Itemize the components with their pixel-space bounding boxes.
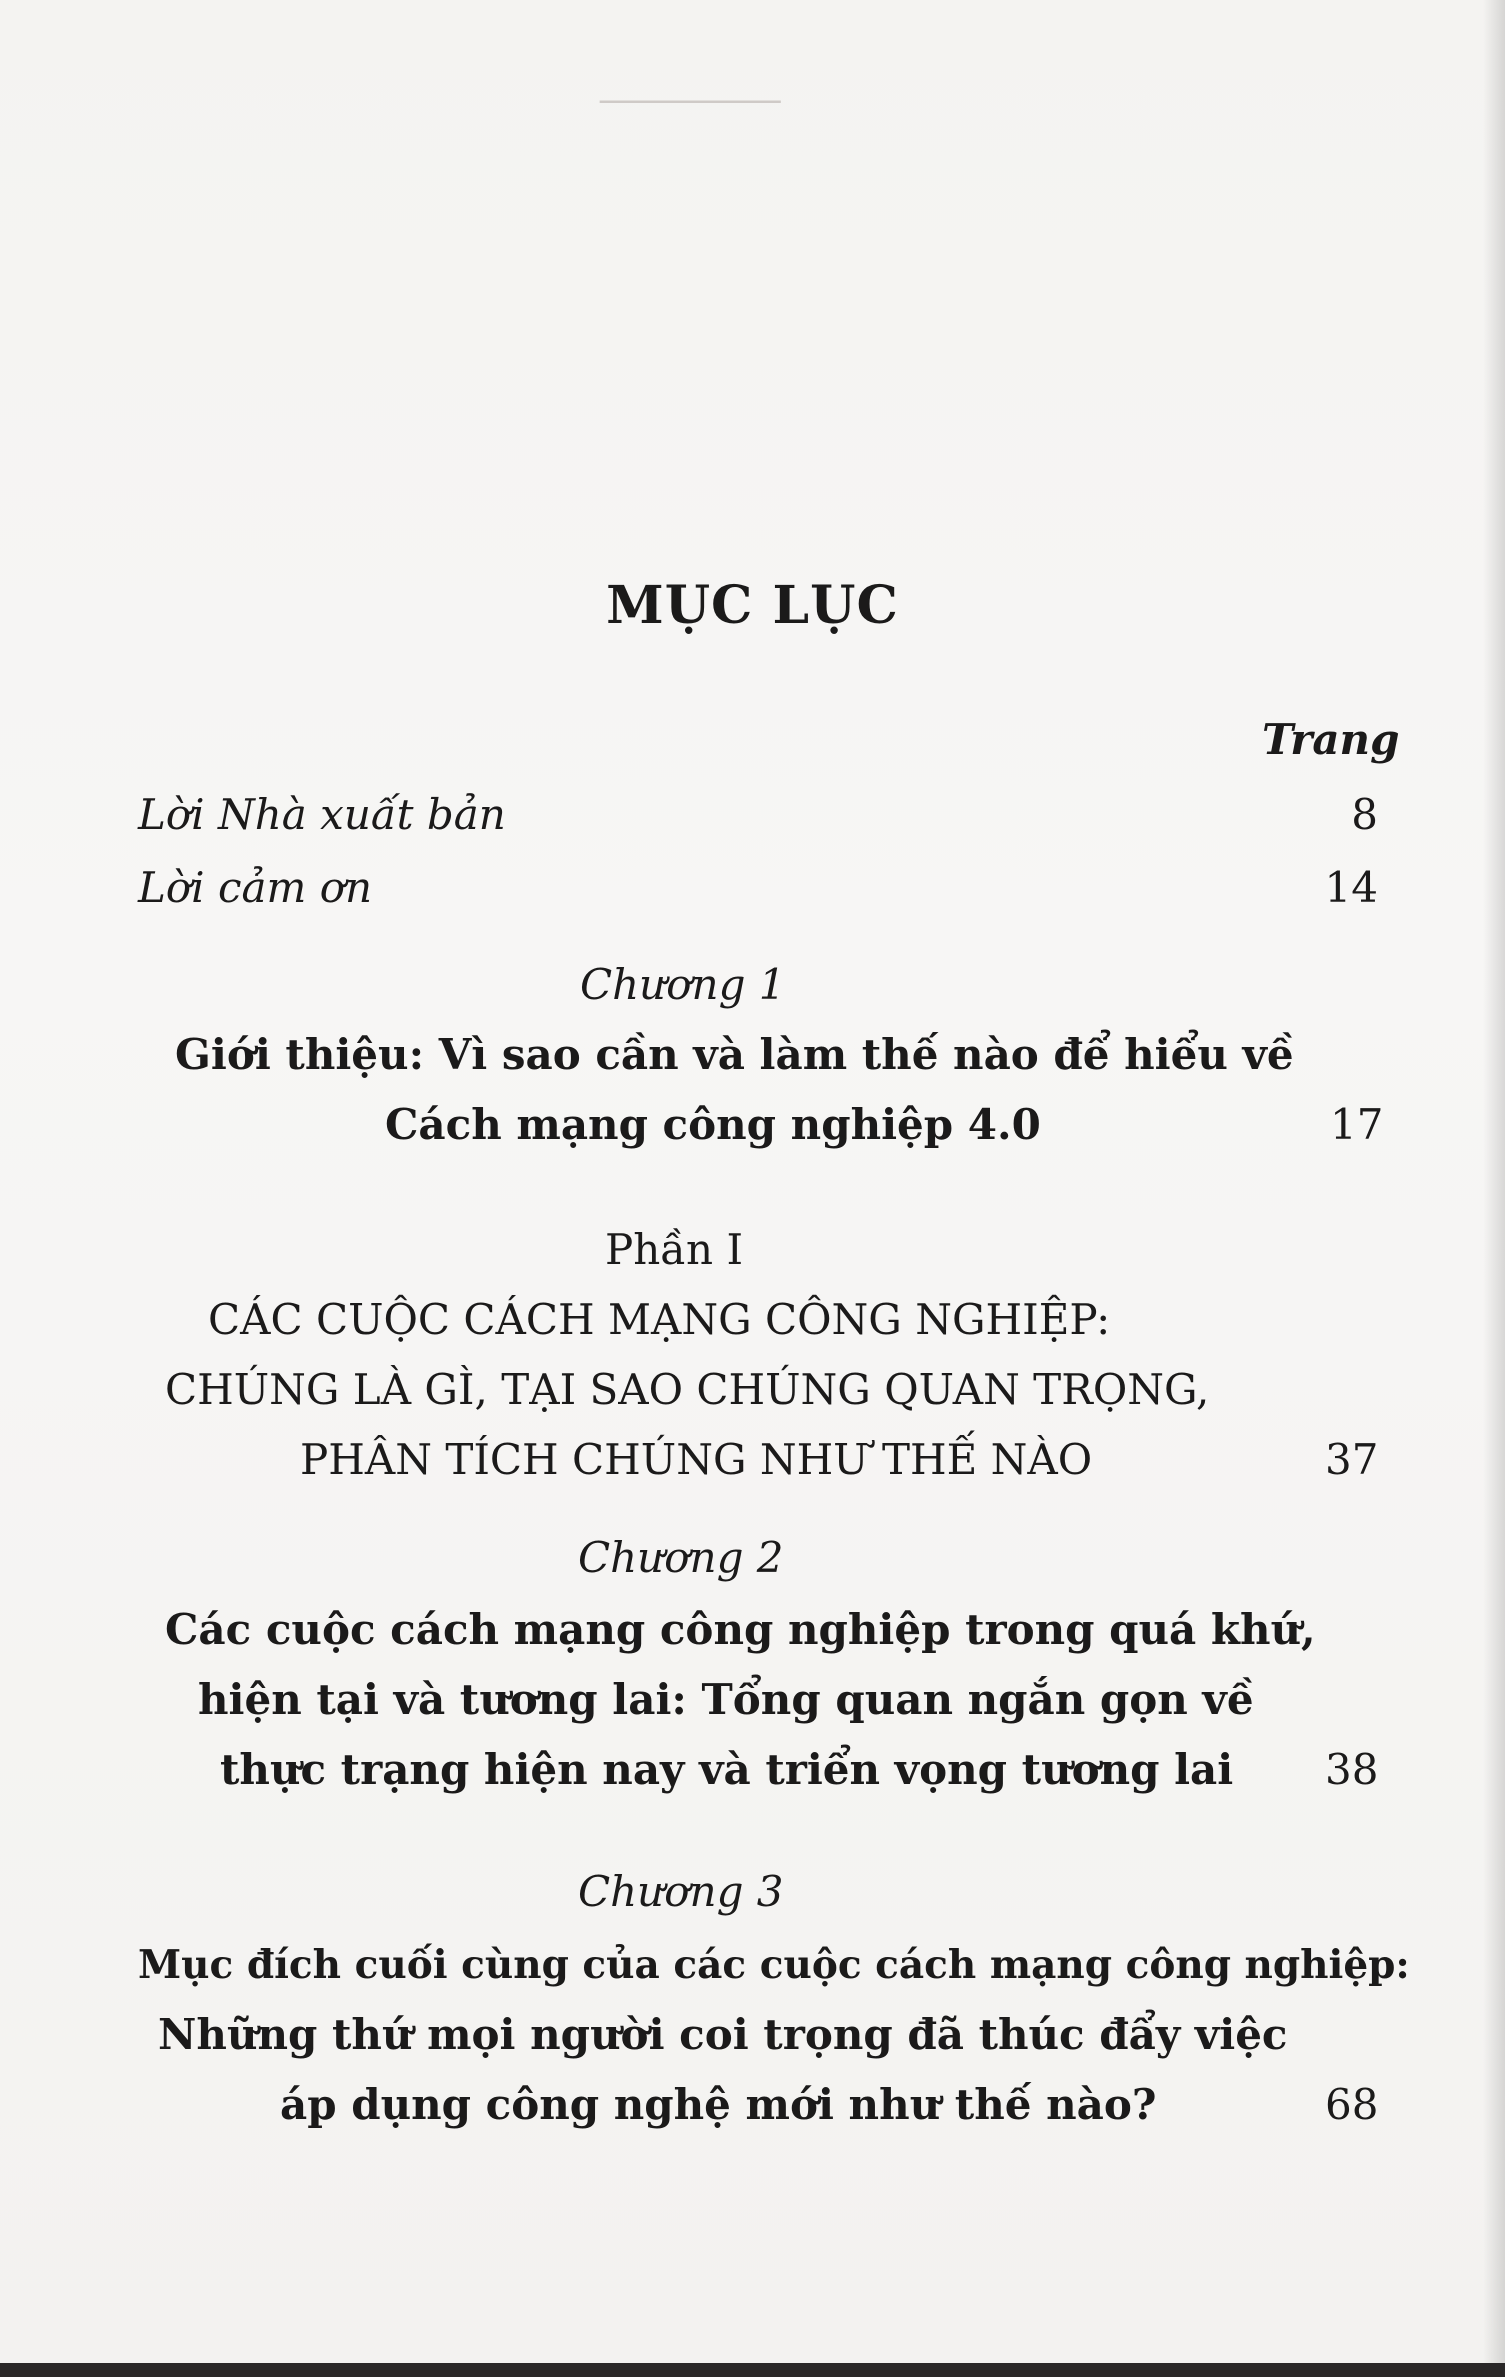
entry-page-number: 68: [1325, 2080, 1379, 2129]
chapter-title-line: Mục đích cuối cùng của các cuộc cách mạng công nghiệp:: [138, 1942, 1410, 1988]
page-edge-shadow: [1483, 0, 1505, 2377]
toc-entry-publisher-note[interactable]: [138, 785, 1378, 845]
entry-page-number: 38: [1325, 1745, 1379, 1794]
part-title-line: PHÂN TÍCH CHÚNG NHƯ THẾ NÀO: [300, 1435, 1093, 1484]
chapter-title-line: áp dụng công nghệ mới như thế nào?: [280, 2080, 1157, 2129]
part-title-line: CHÚNG LÀ GÌ, TẠI SAO CHÚNG QUAN TRỌNG,: [165, 1365, 1210, 1414]
page-column-label: Trang: [1262, 715, 1400, 764]
entry-page-number: 14: [1324, 863, 1378, 912]
part-heading: Phần I: [605, 1225, 744, 1274]
chapter-heading: Chương 3: [578, 1867, 784, 1916]
entry-label: Lời Nhà xuất bản: [138, 790, 506, 839]
toc-title: MỤC LỤC: [606, 575, 899, 636]
chapter-title-line: Giới thiệu: Vì sao cần và làm thế nào để hiểu về: [175, 1030, 1294, 1079]
entry-label: Lời cảm ơn: [138, 863, 373, 912]
chapter-title-line: hiện tại và tương lai: Tổng quan ngắn gọn về: [198, 1675, 1254, 1724]
entry-page-number: 17: [1330, 1100, 1384, 1149]
chapter-title-line: thực trạng hiện nay và triển vọng tương lai: [220, 1745, 1234, 1794]
entry-page-number: 37: [1325, 1435, 1379, 1484]
page-bottom-edge: [0, 2363, 1505, 2377]
part-title-line: CÁC CUỘC CÁCH MẠNG CÔNG NGHIỆP:: [208, 1295, 1111, 1344]
toc-entry-acknowledgements[interactable]: [138, 858, 1378, 918]
entry-page-number: 8: [1351, 790, 1378, 839]
chapter-title-line: Những thứ mọi người coi trọng đã thúc đẩy việc: [158, 2010, 1288, 2059]
chapter-heading: Chương 1: [580, 960, 786, 1009]
bleed-through-decoration: ──────────: [600, 85, 781, 120]
chapter-title-line: Cách mạng công nghiệp 4.0: [385, 1100, 1041, 1149]
chapter-heading: Chương 2: [578, 1533, 784, 1582]
chapter-title-line: Các cuộc cách mạng công nghiệp trong quá khứ,: [165, 1605, 1316, 1654]
